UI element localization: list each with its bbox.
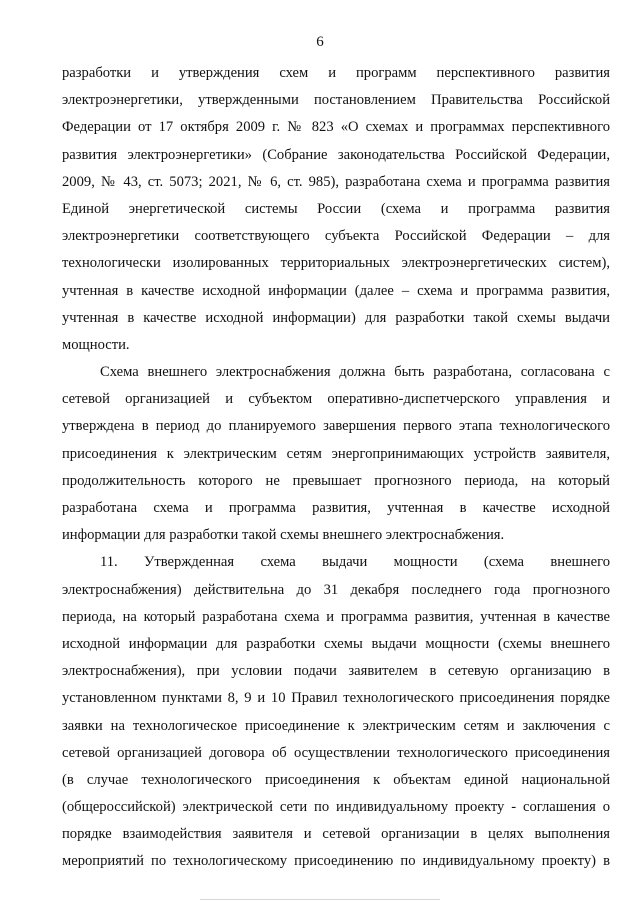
text-line: (в случае технологического присоединения к объектам единой национальной	[62, 771, 610, 788]
text-line: Федерации от 17 октября 2009 г. № 823 «О схемах и программах перспективного	[62, 119, 610, 136]
text-line: Единой энергетической системы России (схема и программа развития	[62, 200, 610, 217]
text-line: Схема внешнего электроснабжения должна быть разработана, согласована с	[100, 364, 610, 381]
text-line: информации для разработки такой схемы внешнего электроснабжения.	[62, 527, 505, 544]
text-line: 11. Утвержденная схема выдачи мощности (схема внешнего	[100, 554, 610, 571]
text-line: учтенная в качестве исходной информации (далее – схема и программа развития,	[62, 282, 610, 299]
text-line: периода, на который разработана схема и программа развития, учтенная в качестве	[62, 608, 610, 625]
text-line: сетевой организацией и субъектом оперативно-диспетчерского управления и	[62, 391, 610, 408]
text-line: присоединения к электрическим сетям энергопринимающих устройств заявителя,	[62, 445, 610, 462]
text-line: развития электроэнергетики» (Собрание законодательства Российской Федерации,	[62, 146, 610, 163]
text-line: порядке взаимодействия заявителя и сетевой организации в целях выполнения	[62, 826, 610, 843]
text-line: разработана схема и программа развития, учтенная в качестве исходной	[62, 500, 610, 516]
paragraph-2	[62, 359, 610, 549]
scan-edge-divider	[200, 899, 440, 900]
page-number: 6	[316, 34, 324, 50]
text-line: исходной информации для разработки схемы выдачи мощности (схемы внешнего	[62, 635, 610, 652]
text-line: (общероссийской) электрической сети по индивидуальному проекту - соглашения о	[62, 799, 610, 816]
text-line: электроснабжения) действительна до 31 декабря последнего года прогнозного	[62, 581, 610, 598]
paragraph-3	[62, 549, 610, 875]
text-line: учтенная в качестве исходной информации) для разработки такой схемы выдачи	[62, 309, 610, 326]
text-line: технологически изолированных территориальных электроэнергетических систем),	[62, 255, 610, 272]
text-line: электроснабжения), при условии подачи заявителем в сетевую организацию в	[62, 663, 610, 680]
text-line: электроэнергетики, утвержденными постановлением Правительства Российской	[62, 92, 610, 109]
paragraph-1	[62, 60, 610, 359]
text-line: установленном пунктами 8, 9 и 10 Правил технологического присоединения порядке	[62, 690, 610, 707]
text-line: разработки и утверждения схем и программ перспективного развития	[62, 65, 610, 81]
text-line: продолжительность которого не превышает прогнозного периода, на который	[62, 472, 610, 489]
document-body	[62, 60, 610, 876]
text-line: электроэнергетики соответствующего субъекта Российской Федерации – для	[62, 228, 610, 245]
text-line: утверждена в период до планируемого завершения первого этапа технологического	[62, 418, 610, 435]
text-line: 2009, № 43, ст. 5073; 2021, № 6, ст. 985), разработана схема и программа развития	[62, 173, 610, 190]
text-line: сетевой организацией договора об осуществлении технологического присоединения	[62, 744, 610, 761]
text-line: мощности.	[62, 336, 130, 353]
text-line: заявки на технологическое присоединение к электрическим сетям и заключения с	[62, 717, 610, 734]
text-line: мероприятий по технологическому присоединению по индивидуальному проекту) в	[62, 853, 610, 870]
